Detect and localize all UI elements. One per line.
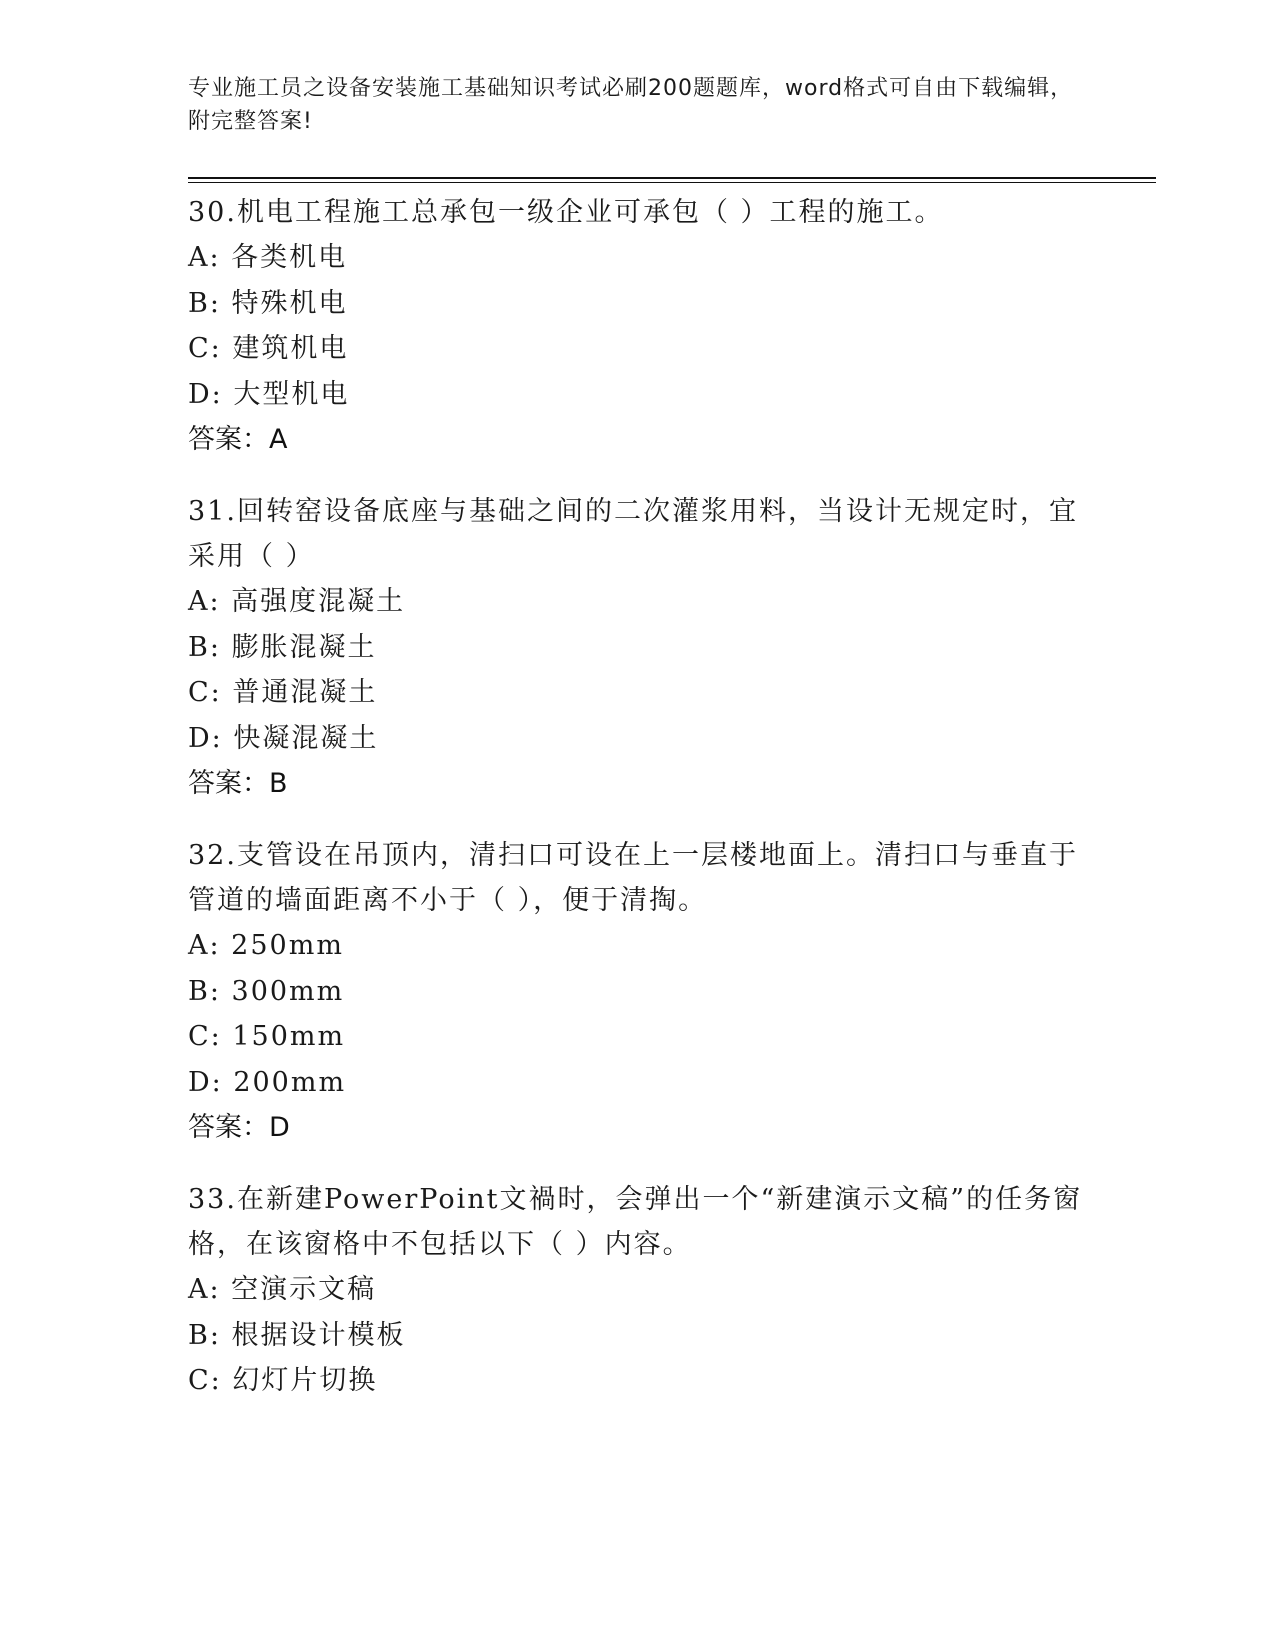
question-stem: 31.回转窑设备底座与基础之间的二次灌浆用料，当设计无规定时，宜采用（ ） bbox=[188, 496, 1078, 572]
option-c: C: 幻灯片切换 bbox=[188, 1365, 378, 1396]
option-b: B: 特殊机电 bbox=[188, 287, 348, 319]
answer-line: 答案：B bbox=[188, 768, 288, 799]
option-d: D: 快凝混凝土 bbox=[188, 722, 379, 754]
question-stem: 32.支管设在吊顶内，清扫口可设在上一层楼地面上。清扫口与垂直于管道的墙面距离不小于（ ），便于清掏。 bbox=[188, 840, 1078, 916]
header-divider-thick bbox=[188, 177, 1156, 179]
option-b: B: 膨胀混凝土 bbox=[188, 631, 377, 663]
option-d: D: 200mm bbox=[188, 1066, 347, 1098]
option-a: A: 空演示文稿 bbox=[188, 1274, 377, 1305]
question-list bbox=[188, 190, 1088, 1430]
option-a: A: 高强度混凝土 bbox=[188, 586, 406, 617]
question-stem: 30.机电工程施工总承包一级企业可承包（ ）工程的施工。 bbox=[188, 197, 944, 228]
answer-line: 答案：A bbox=[188, 424, 288, 455]
option-c: C: 150mm bbox=[188, 1021, 346, 1052]
question-32 bbox=[188, 833, 1088, 1151]
header-divider-thin bbox=[188, 182, 1156, 183]
option-a: A: 250mm bbox=[188, 930, 344, 961]
document-header: 专业施工员之设备安装施工基础知识考试必刷200题题库，word格式可自由下载编辑，附完整答案! bbox=[188, 76, 1074, 134]
option-b: B: 300mm bbox=[188, 975, 345, 1007]
answer-line: 答案：D bbox=[188, 1112, 290, 1143]
option-b: B: 根据设计模板 bbox=[188, 1319, 406, 1351]
question-30 bbox=[188, 190, 1088, 463]
question-stem: 33.在新建PowerPoint文禍时，会弹出一个“新建演示文稿”的任务窗格，在该窗格中不包括以下（ ）内容。 bbox=[188, 1184, 1083, 1260]
option-d: D: 大型机电 bbox=[188, 378, 350, 410]
option-c: C: 建筑机电 bbox=[188, 333, 349, 364]
question-33 bbox=[188, 1177, 1088, 1404]
option-a: A: 各类机电 bbox=[188, 242, 348, 273]
question-31 bbox=[188, 489, 1088, 807]
option-c: C: 普通混凝土 bbox=[188, 677, 378, 708]
